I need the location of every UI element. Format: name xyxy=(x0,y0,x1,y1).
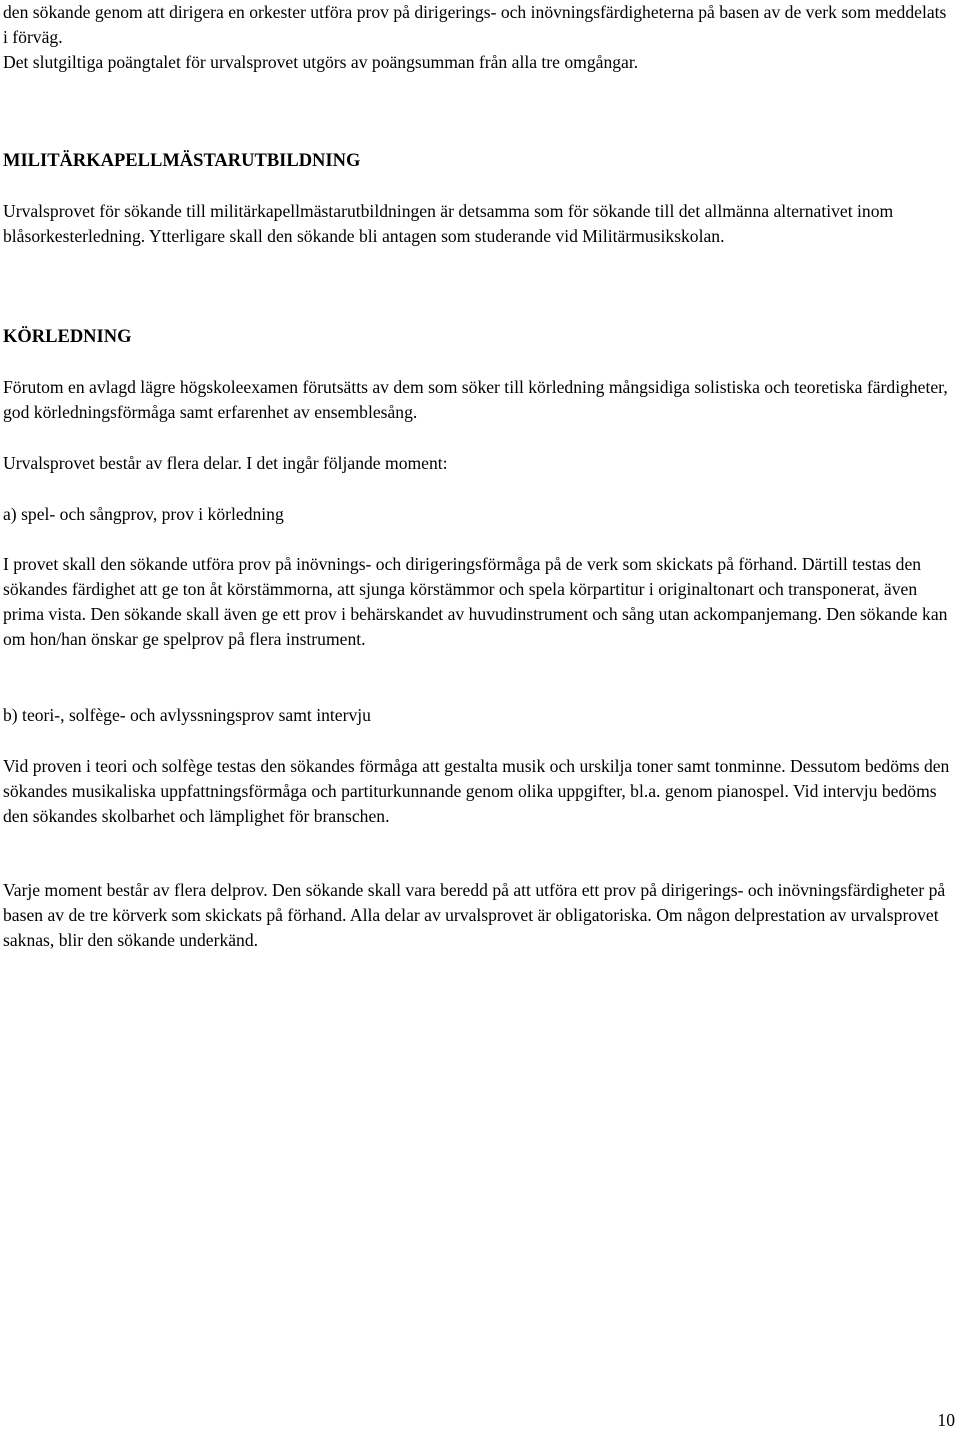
item-b-title: b) teori-, solfège- och avlyssningsprov samt intervju xyxy=(3,705,371,725)
item-a-title: a) spel- och sångprov, prov i körledning xyxy=(3,504,284,524)
item-b-text: Vid proven i teori och solfège testas den sökandes förmåga att gestalta musik och urskilja toner samt tonminne. Dessutom bedöms den sökandes musikaliska uppfattningsförmåga och partiturkunnande genom olika uppgifter, bl.a. genom pianospel. Vid intervju bedöms den sökandes skolbarhet och lämplighet för branschen. xyxy=(3,756,950,826)
item-a-text: I provet skall den sökande utföra prov på inövnings- och dirigeringsförmåga på de verk som skickats på förhand. Därtill testas den sökandes färdighet att ge ton åt körstämmorna, att sjunga körstämmor och spela körpartitur i originaltonart och transponerat, även prima vista. Den sökande skall även ge ett prov i behärskandet av huvudinstrument och sång utan ackompanjemang. Den sökande kan om hon/han önskar ge spelprov på flera instrument. xyxy=(3,554,948,649)
section-heading-militarkapellmastarutbildning: MILITÄRKAPELLMÄSTARUTBILDNING xyxy=(3,151,361,171)
intro-paragraph: den sökande genom att dirigera en orkester utföra prov på dirigerings- och inövningsfärdigheterna på basen av de verk som meddelats i förväg. xyxy=(3,2,947,47)
page-number: 10 xyxy=(937,1410,955,1430)
section-heading-korledning: KÖRLEDNING xyxy=(3,327,132,347)
korledning-parts-paragraph: Urvalsprovet består av flera delar. I det ingår följande moment: xyxy=(3,453,448,473)
total-score-paragraph: Det slutgiltiga poängtalet för urvalsprovet utgörs av poängsumman från alla tre omgångar. xyxy=(3,52,639,72)
closing-paragraph: Varje moment består av flera delprov. Den sökande skall vara beredd på att utföra ett prov på dirigerings- och inövningsfärdigheter på basen av de tre körverk som skickats på förhand. Alla delar av urvalsprovet är obligatoriska. Om någon delprestation av urvalsprovet saknas, blir den sökande underkänd. xyxy=(3,880,946,950)
korledning-requirements-paragraph: Förutom en avlagd lägre högskoleexamen förutsätts av dem som söker till körledning mångsidiga solistiska och teoretiska färdigheter, god körledningsförmåga samt erfarenhet av ensemblesång. xyxy=(3,377,948,422)
militar-paragraph: Urvalsprovet för sökande till militärkapellmästarutbildningen är detsamma som för sökande till det allmänna alternativet inom blåsorkesterledning. Ytterligare skall den sökande bli antagen som studerande vid Militärmusikskolan. xyxy=(3,201,894,246)
